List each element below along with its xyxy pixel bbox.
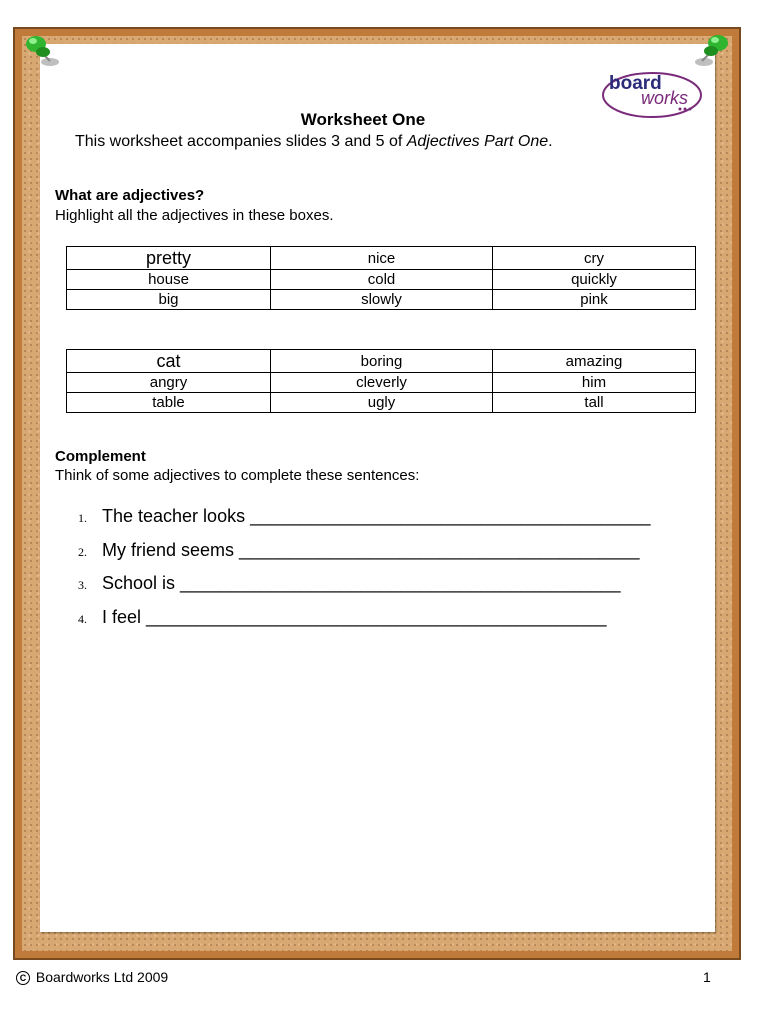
- sentence-text[interactable]: I feel ______________________________________________: [102, 607, 607, 627]
- intro-suffix: .: [548, 133, 553, 150]
- footer-copyright-text: Boardworks Ltd 2009: [35, 969, 169, 985]
- word-cell[interactable]: cold: [271, 270, 493, 290]
- word-cell[interactable]: angry: [67, 373, 271, 393]
- sentence-item: [78, 607, 607, 628]
- table-row: [67, 373, 696, 393]
- section-heading-complement: Complement: [55, 448, 146, 465]
- word-cell[interactable]: boring: [271, 350, 493, 373]
- word-cell[interactable]: him: [493, 373, 696, 393]
- table-row: [67, 290, 696, 310]
- word-cell[interactable]: quickly: [493, 270, 696, 290]
- word-cell[interactable]: pretty: [67, 247, 271, 270]
- word-cell[interactable]: cleverly: [271, 373, 493, 393]
- sentence-number: 4.: [78, 612, 87, 626]
- sentence-item: [78, 540, 639, 561]
- sentence-text[interactable]: School is ____________________________________________: [102, 573, 621, 593]
- sentence-number: 1.: [78, 511, 87, 525]
- pushpin-icon: [690, 29, 736, 69]
- sentence-item: [78, 506, 651, 527]
- sentence-item: [78, 573, 621, 594]
- word-cell[interactable]: big: [67, 290, 271, 310]
- worksheet-paper: [40, 44, 715, 932]
- sentence-text[interactable]: The teacher looks ________________________________________: [102, 506, 651, 526]
- section-instruction-complete: Think of some adjectives to complete these sentences:: [55, 467, 420, 484]
- pushpin-icon: [20, 29, 66, 69]
- table-row: [67, 247, 696, 270]
- sentence-number: 3.: [78, 578, 87, 592]
- logo-text-works: works: [641, 88, 689, 108]
- copyright-icon: C: [16, 971, 30, 985]
- word-cell[interactable]: cry: [493, 247, 696, 270]
- intro-prefix: This worksheet accompanies slides 3 and 5 of: [75, 133, 407, 150]
- intro-presentation-title: Adjectives Part One: [406, 133, 549, 150]
- word-cell[interactable]: amazing: [493, 350, 696, 373]
- sentence-number: 2.: [78, 545, 87, 559]
- table-row: [67, 393, 696, 413]
- word-cell[interactable]: ugly: [271, 393, 493, 413]
- word-cell[interactable]: pink: [493, 290, 696, 310]
- word-cell[interactable]: house: [67, 270, 271, 290]
- word-table-2: [66, 349, 696, 413]
- worksheet-title: Worksheet One: [300, 110, 426, 129]
- page-number: 1: [703, 969, 711, 985]
- sentence-text[interactable]: My friend seems ________________________________________: [102, 540, 640, 560]
- word-cell[interactable]: tall: [493, 393, 696, 413]
- logo-text-board: board: [609, 73, 662, 94]
- table-row: [67, 270, 696, 290]
- section-heading-adjectives: What are adjectives?: [55, 187, 205, 204]
- word-cell[interactable]: table: [67, 393, 271, 413]
- section-instruction-highlight: Highlight all the adjectives in these boxes.: [55, 207, 334, 224]
- word-cell[interactable]: cat: [67, 350, 271, 373]
- word-table-1: [66, 246, 696, 310]
- worksheet-intro: [75, 133, 553, 151]
- word-cell[interactable]: nice: [271, 247, 493, 270]
- word-cell[interactable]: slowly: [271, 290, 493, 310]
- table-row: [67, 350, 696, 373]
- footer-copyright: [16, 969, 168, 985]
